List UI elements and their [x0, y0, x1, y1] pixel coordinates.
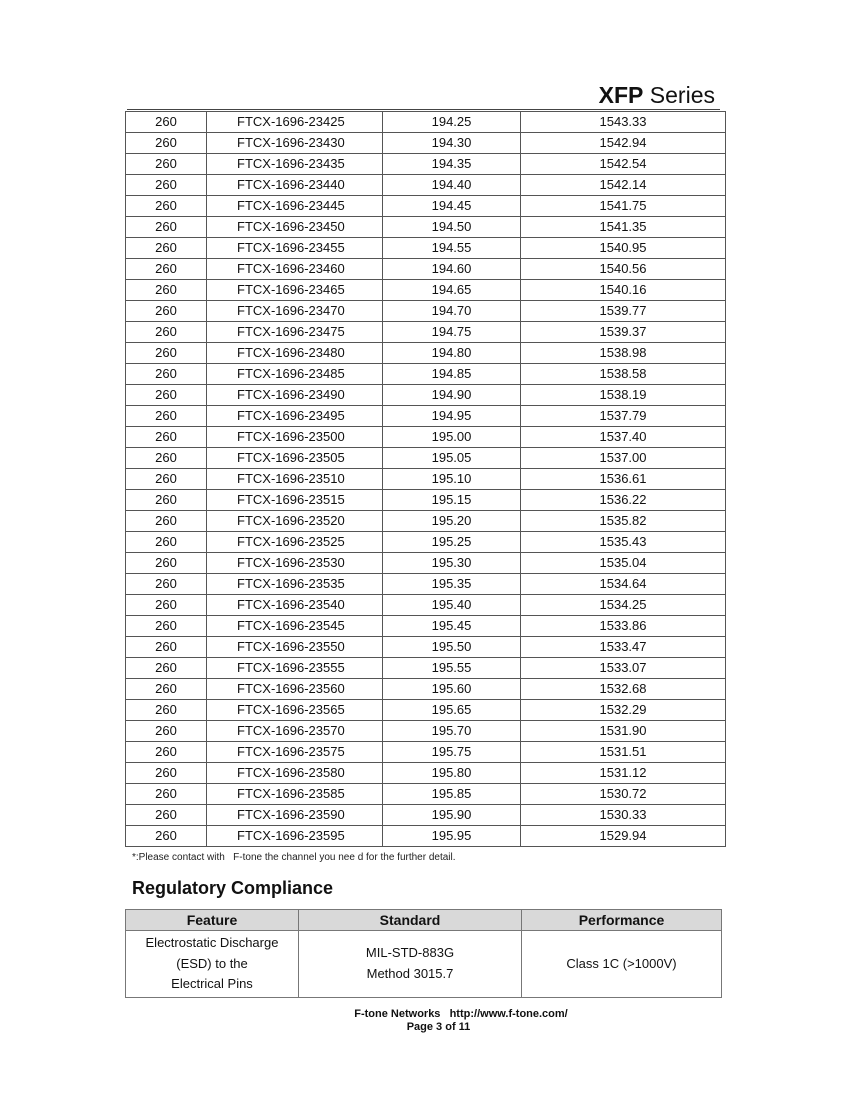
- cell-wavelength: 1537.00: [521, 448, 726, 469]
- cell-wavelength: 1538.98: [521, 343, 726, 364]
- cell-wavelength: 1542.54: [521, 154, 726, 175]
- cell-frequency: 195.55: [383, 658, 521, 679]
- table-row: [126, 364, 726, 385]
- cell-channel-spacing: 260: [126, 259, 207, 280]
- cell-channel-spacing: 260: [126, 784, 207, 805]
- cell-part-number: FTCX-1696-23490: [207, 385, 383, 406]
- cell-part-number: FTCX-1696-23555: [207, 658, 383, 679]
- feature-line: (ESD) to the: [176, 955, 248, 971]
- cell-channel-spacing: 260: [126, 763, 207, 784]
- cell-channel-spacing: 260: [126, 742, 207, 763]
- cell-frequency: 194.60: [383, 259, 521, 280]
- cell-frequency: 195.10: [383, 469, 521, 490]
- cell-channel-spacing: 260: [126, 616, 207, 637]
- header-rule: [127, 109, 720, 110]
- cell-channel-spacing: 260: [126, 175, 207, 196]
- cell-wavelength: 1532.29: [521, 700, 726, 721]
- table-row: [126, 574, 726, 595]
- cell-wavelength: 1535.04: [521, 553, 726, 574]
- cell-frequency: 195.60: [383, 679, 521, 700]
- performance-cell: Class 1C (>1000V): [522, 931, 722, 998]
- cell-channel-spacing: 260: [126, 343, 207, 364]
- cell-wavelength: 1535.43: [521, 532, 726, 553]
- cell-wavelength: 1532.68: [521, 679, 726, 700]
- table-row: [126, 238, 726, 259]
- table-row: [126, 280, 726, 301]
- table-row: [126, 112, 726, 133]
- cell-part-number: FTCX-1696-23595: [207, 826, 383, 847]
- cell-wavelength: 1530.33: [521, 805, 726, 826]
- cell-channel-spacing: 260: [126, 637, 207, 658]
- channel-table: [125, 111, 726, 847]
- cell-channel-spacing: 260: [126, 805, 207, 826]
- cell-part-number: FTCX-1696-23545: [207, 616, 383, 637]
- cell-wavelength: 1534.64: [521, 574, 726, 595]
- page-footer: [0, 1008, 850, 1034]
- footer-company-url: F-tone Networks http://www.f-tone.com/: [354, 1008, 568, 1020]
- cell-wavelength: 1531.90: [521, 721, 726, 742]
- cell-frequency: 194.90: [383, 385, 521, 406]
- cell-frequency: 194.50: [383, 217, 521, 238]
- cell-channel-spacing: 260: [126, 322, 207, 343]
- cell-wavelength: 1529.94: [521, 826, 726, 847]
- cell-wavelength: 1537.79: [521, 406, 726, 427]
- cell-part-number: FTCX-1696-23580: [207, 763, 383, 784]
- cell-part-number: FTCX-1696-23465: [207, 280, 383, 301]
- cell-wavelength: 1541.75: [521, 196, 726, 217]
- cell-part-number: FTCX-1696-23480: [207, 343, 383, 364]
- cell-channel-spacing: 260: [126, 721, 207, 742]
- cell-part-number: FTCX-1696-23495: [207, 406, 383, 427]
- regulatory-table: [125, 909, 722, 998]
- cell-wavelength: 1539.37: [521, 322, 726, 343]
- table-row: [126, 154, 726, 175]
- cell-wavelength: 1535.82: [521, 511, 726, 532]
- cell-frequency: 195.25: [383, 532, 521, 553]
- series-title-rest: Series: [643, 82, 715, 108]
- table-row: [126, 700, 726, 721]
- cell-frequency: 194.45: [383, 196, 521, 217]
- cell-frequency: 194.35: [383, 154, 521, 175]
- table-row: [126, 595, 726, 616]
- cell-part-number: FTCX-1696-23560: [207, 679, 383, 700]
- cell-wavelength: 1536.22: [521, 490, 726, 511]
- table-row: [126, 679, 726, 700]
- cell-wavelength: 1533.86: [521, 616, 726, 637]
- table-row: [126, 301, 726, 322]
- cell-channel-spacing: 260: [126, 826, 207, 847]
- cell-frequency: 195.70: [383, 721, 521, 742]
- channel-table-body: [126, 112, 726, 847]
- cell-part-number: FTCX-1696-23550: [207, 637, 383, 658]
- table-row: [126, 133, 726, 154]
- cell-part-number: FTCX-1696-23425: [207, 112, 383, 133]
- cell-frequency: 195.95: [383, 826, 521, 847]
- cell-wavelength: 1540.95: [521, 238, 726, 259]
- cell-frequency: 195.35: [383, 574, 521, 595]
- table-row: [126, 511, 726, 532]
- column-header-feature: Feature: [126, 910, 299, 931]
- cell-channel-spacing: 260: [126, 217, 207, 238]
- cell-part-number: FTCX-1696-23435: [207, 154, 383, 175]
- cell-wavelength: 1543.33: [521, 112, 726, 133]
- cell-frequency: 195.15: [383, 490, 521, 511]
- table-row: [126, 469, 726, 490]
- regulatory-row: [126, 931, 722, 998]
- table-row: [126, 532, 726, 553]
- cell-frequency: 195.90: [383, 805, 521, 826]
- cell-channel-spacing: 260: [126, 595, 207, 616]
- cell-part-number: FTCX-1696-23590: [207, 805, 383, 826]
- cell-channel-spacing: 260: [126, 112, 207, 133]
- cell-part-number: FTCX-1696-23445: [207, 196, 383, 217]
- feature-cell: [126, 931, 299, 998]
- cell-part-number: FTCX-1696-23570: [207, 721, 383, 742]
- cell-part-number: FTCX-1696-23540: [207, 595, 383, 616]
- cell-part-number: FTCX-1696-23485: [207, 364, 383, 385]
- cell-frequency: 195.30: [383, 553, 521, 574]
- cell-channel-spacing: 260: [126, 553, 207, 574]
- cell-frequency: 195.05: [383, 448, 521, 469]
- table-row: [126, 259, 726, 280]
- table-row: [126, 658, 726, 679]
- cell-channel-spacing: 260: [126, 490, 207, 511]
- cell-part-number: FTCX-1696-23565: [207, 700, 383, 721]
- cell-frequency: 195.40: [383, 595, 521, 616]
- cell-channel-spacing: 260: [126, 196, 207, 217]
- cell-frequency: 195.00: [383, 427, 521, 448]
- cell-frequency: 194.75: [383, 322, 521, 343]
- cell-part-number: FTCX-1696-23460: [207, 259, 383, 280]
- cell-channel-spacing: 260: [126, 469, 207, 490]
- cell-channel-spacing: 260: [126, 133, 207, 154]
- cell-channel-spacing: 260: [126, 700, 207, 721]
- cell-part-number: FTCX-1696-23510: [207, 469, 383, 490]
- cell-channel-spacing: 260: [126, 679, 207, 700]
- cell-frequency: 195.75: [383, 742, 521, 763]
- cell-wavelength: 1531.12: [521, 763, 726, 784]
- cell-channel-spacing: 260: [126, 511, 207, 532]
- cell-part-number: FTCX-1696-23470: [207, 301, 383, 322]
- column-header-performance: Performance: [522, 910, 722, 931]
- cell-frequency: 194.85: [383, 364, 521, 385]
- table-row: [126, 175, 726, 196]
- cell-frequency: 194.95: [383, 406, 521, 427]
- footnote: *:Please contact with F-tone the channel you nee d for the further detail.: [132, 852, 456, 863]
- series-title: [599, 82, 715, 109]
- table-row: [126, 322, 726, 343]
- cell-wavelength: 1538.58: [521, 364, 726, 385]
- feature-line: Electrical Pins: [171, 976, 253, 991]
- table-row: [126, 196, 726, 217]
- cell-wavelength: 1536.61: [521, 469, 726, 490]
- cell-frequency: 195.50: [383, 637, 521, 658]
- cell-channel-spacing: 260: [126, 448, 207, 469]
- cell-frequency: 195.80: [383, 763, 521, 784]
- cell-channel-spacing: 260: [126, 385, 207, 406]
- table-row: [126, 553, 726, 574]
- cell-wavelength: 1539.77: [521, 301, 726, 322]
- standard-line: Method 3015.7: [366, 965, 454, 981]
- standard-line: MIL-STD-883G: [365, 945, 455, 961]
- cell-part-number: FTCX-1696-23520: [207, 511, 383, 532]
- cell-wavelength: 1541.35: [521, 217, 726, 238]
- cell-part-number: FTCX-1696-23585: [207, 784, 383, 805]
- cell-wavelength: 1538.19: [521, 385, 726, 406]
- cell-channel-spacing: 260: [126, 574, 207, 595]
- cell-frequency: 194.80: [383, 343, 521, 364]
- cell-wavelength: 1531.51: [521, 742, 726, 763]
- table-row: [126, 490, 726, 511]
- cell-frequency: 195.85: [383, 784, 521, 805]
- cell-frequency: 194.40: [383, 175, 521, 196]
- cell-wavelength: 1534.25: [521, 595, 726, 616]
- table-row: [126, 763, 726, 784]
- table-row: [126, 721, 726, 742]
- cell-channel-spacing: 260: [126, 238, 207, 259]
- cell-frequency: 194.55: [383, 238, 521, 259]
- cell-wavelength: 1540.56: [521, 259, 726, 280]
- cell-part-number: FTCX-1696-23455: [207, 238, 383, 259]
- cell-channel-spacing: 260: [126, 280, 207, 301]
- cell-frequency: 194.25: [383, 112, 521, 133]
- series-title-bold: XFP: [598, 82, 644, 108]
- cell-frequency: 194.70: [383, 301, 521, 322]
- cell-wavelength: 1533.47: [521, 637, 726, 658]
- table-row: [126, 343, 726, 364]
- cell-part-number: FTCX-1696-23430: [207, 133, 383, 154]
- cell-part-number: FTCX-1696-23530: [207, 553, 383, 574]
- table-row: [126, 637, 726, 658]
- column-header-standard: Standard: [299, 910, 522, 931]
- cell-wavelength: 1542.94: [521, 133, 726, 154]
- section-heading: Regulatory Compliance: [132, 878, 334, 898]
- cell-frequency: 194.30: [383, 133, 521, 154]
- table-row: [126, 406, 726, 427]
- cell-wavelength: 1537.40: [521, 427, 726, 448]
- cell-part-number: FTCX-1696-23475: [207, 322, 383, 343]
- table-row: [126, 805, 726, 826]
- standard-cell: [299, 931, 522, 998]
- cell-wavelength: 1533.07: [521, 658, 726, 679]
- cell-part-number: FTCX-1696-23500: [207, 427, 383, 448]
- table-row: [126, 217, 726, 238]
- cell-frequency: 195.65: [383, 700, 521, 721]
- cell-channel-spacing: 260: [126, 658, 207, 679]
- feature-line: Electrostatic Discharge: [145, 935, 279, 950]
- cell-frequency: 195.45: [383, 616, 521, 637]
- cell-part-number: FTCX-1696-23450: [207, 217, 383, 238]
- cell-channel-spacing: 260: [126, 406, 207, 427]
- cell-wavelength: 1530.72: [521, 784, 726, 805]
- cell-wavelength: 1540.16: [521, 280, 726, 301]
- table-row: [126, 427, 726, 448]
- cell-part-number: FTCX-1696-23515: [207, 490, 383, 511]
- table-row: [126, 742, 726, 763]
- footer-page-number: Page 3 of 11: [406, 1021, 471, 1033]
- cell-channel-spacing: 260: [126, 364, 207, 385]
- regulatory-header-row: [126, 910, 722, 931]
- table-row: [126, 826, 726, 847]
- cell-part-number: FTCX-1696-23535: [207, 574, 383, 595]
- cell-part-number: FTCX-1696-23440: [207, 175, 383, 196]
- cell-part-number: FTCX-1696-23525: [207, 532, 383, 553]
- cell-frequency: 195.20: [383, 511, 521, 532]
- cell-wavelength: 1542.14: [521, 175, 726, 196]
- table-row: [126, 448, 726, 469]
- table-row: [126, 616, 726, 637]
- table-row: [126, 784, 726, 805]
- cell-frequency: 194.65: [383, 280, 521, 301]
- cell-channel-spacing: 260: [126, 427, 207, 448]
- table-row: [126, 385, 726, 406]
- cell-channel-spacing: 260: [126, 154, 207, 175]
- cell-channel-spacing: 260: [126, 301, 207, 322]
- cell-part-number: FTCX-1696-23505: [207, 448, 383, 469]
- cell-part-number: FTCX-1696-23575: [207, 742, 383, 763]
- cell-channel-spacing: 260: [126, 532, 207, 553]
